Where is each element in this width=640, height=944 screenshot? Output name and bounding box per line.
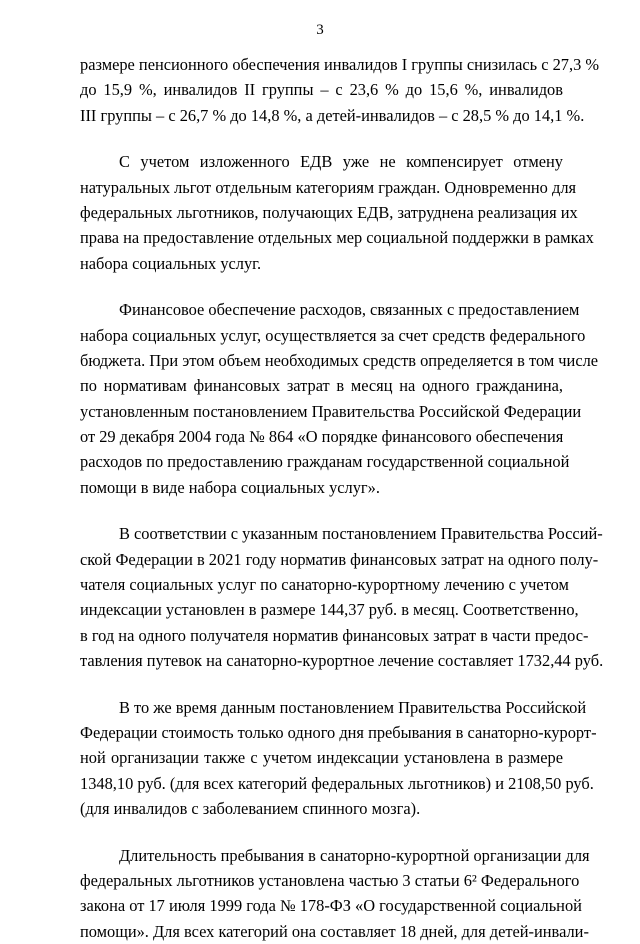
paragraph-financial-provision — [80, 297, 599, 500]
text-line: 1348,10 руб. (для всех категорий федеральных льготников) и 2108,50 руб. — [80, 773, 594, 793]
text-line: ной организации также с учетом индексации установлена в размере — [80, 748, 563, 768]
text-line: набора социальных услуг. — [80, 253, 262, 273]
text-line: в год на одного получателя норматив финансовых затрат в части предос- — [80, 625, 589, 645]
text-line: тавления путевок на санаторно-курортное лечение составляет 1732,44 руб. — [80, 651, 604, 671]
text-line: до 15,9 %, инвалидов II группы – с 23,6 % до 15,6 %, инвалидов — [80, 80, 563, 100]
text-line: ской Федерации в 2021 году норматив финансовых затрат на одного полу- — [80, 549, 599, 569]
text-line: бюджета. При этом объем необходимых средств определяется в том числе — [80, 350, 599, 370]
text-line: права на предоставление отдельных мер социальной поддержки в рамках — [80, 228, 594, 248]
text-line: от 29 декабря 2004 года № 864 «О порядке финансового обеспечения — [80, 427, 564, 447]
text-line: В соответствии с указанным постановлением Правительства Россий- — [119, 524, 603, 544]
text-line: установленным постановлением Правительства Российской Федерации — [80, 401, 582, 421]
paragraph-daily-cost — [80, 695, 597, 822]
paragraph-pension-decline — [80, 52, 600, 128]
text-line: В то же время данным постановлением Правительства Российской — [119, 697, 587, 717]
text-line: индексации установлен в размере 144,37 руб. в месяц. Соответственно, — [80, 600, 579, 620]
paragraph-expenditure-norm — [80, 521, 604, 673]
document-body — [80, 52, 604, 944]
text-line: помощи». Для всех категорий она составляет 18 дней, для детей-инвали- — [80, 921, 589, 941]
text-line: по нормативам финансовых затрат в месяц на одного гражданина, — [80, 376, 563, 396]
text-line: расходов по предоставлению гражданам государственной социальной — [80, 452, 570, 472]
text-line: закона от 17 июля 1999 года № 178-ФЗ «О государственной социальной — [80, 896, 582, 916]
text-line: помощи в виде набора социальных услуг». — [80, 477, 380, 497]
text-line: С учетом изложенного ЕДВ уже не компенсирует отмену — [119, 152, 563, 172]
text-line: III группы – с 26,7 % до 14,8 %, а детей-инвалидов – с 28,5 % до 14,1 %. — [80, 105, 585, 125]
text-line: Финансовое обеспечение расходов, связанных с предоставлением — [119, 300, 580, 320]
text-line: Длительность пребывания в санаторно-курортной организации для — [119, 845, 590, 865]
text-line: чателя социальных услуг по санаторно-курортному лечению с учетом — [80, 575, 569, 595]
text-line: натуральных льгот отдельным категориям граждан. Одновременно для — [80, 177, 577, 197]
text-line: Федерации стоимость только одного дня пребывания в санаторно-курорт- — [80, 722, 597, 742]
text-line: размере пенсионного обеспечения инвалидов I группы снизилась с 27,3 % — [80, 55, 600, 74]
text-line: федеральных льготников, получающих ЕДВ, затруднена реализация их — [80, 202, 578, 222]
text-line: федеральных льготников установлена частью 3 статьи 6² Федерального — [80, 870, 580, 890]
paragraph-edv-compensation — [80, 149, 594, 276]
text-line: (для инвалидов с заболеванием спинного мозга). — [80, 799, 421, 819]
paragraph-stay-duration — [80, 843, 590, 944]
text-line: набора социальных услуг, осуществляется за счет средств федерального — [80, 325, 586, 345]
page-number: 3 — [316, 22, 324, 38]
